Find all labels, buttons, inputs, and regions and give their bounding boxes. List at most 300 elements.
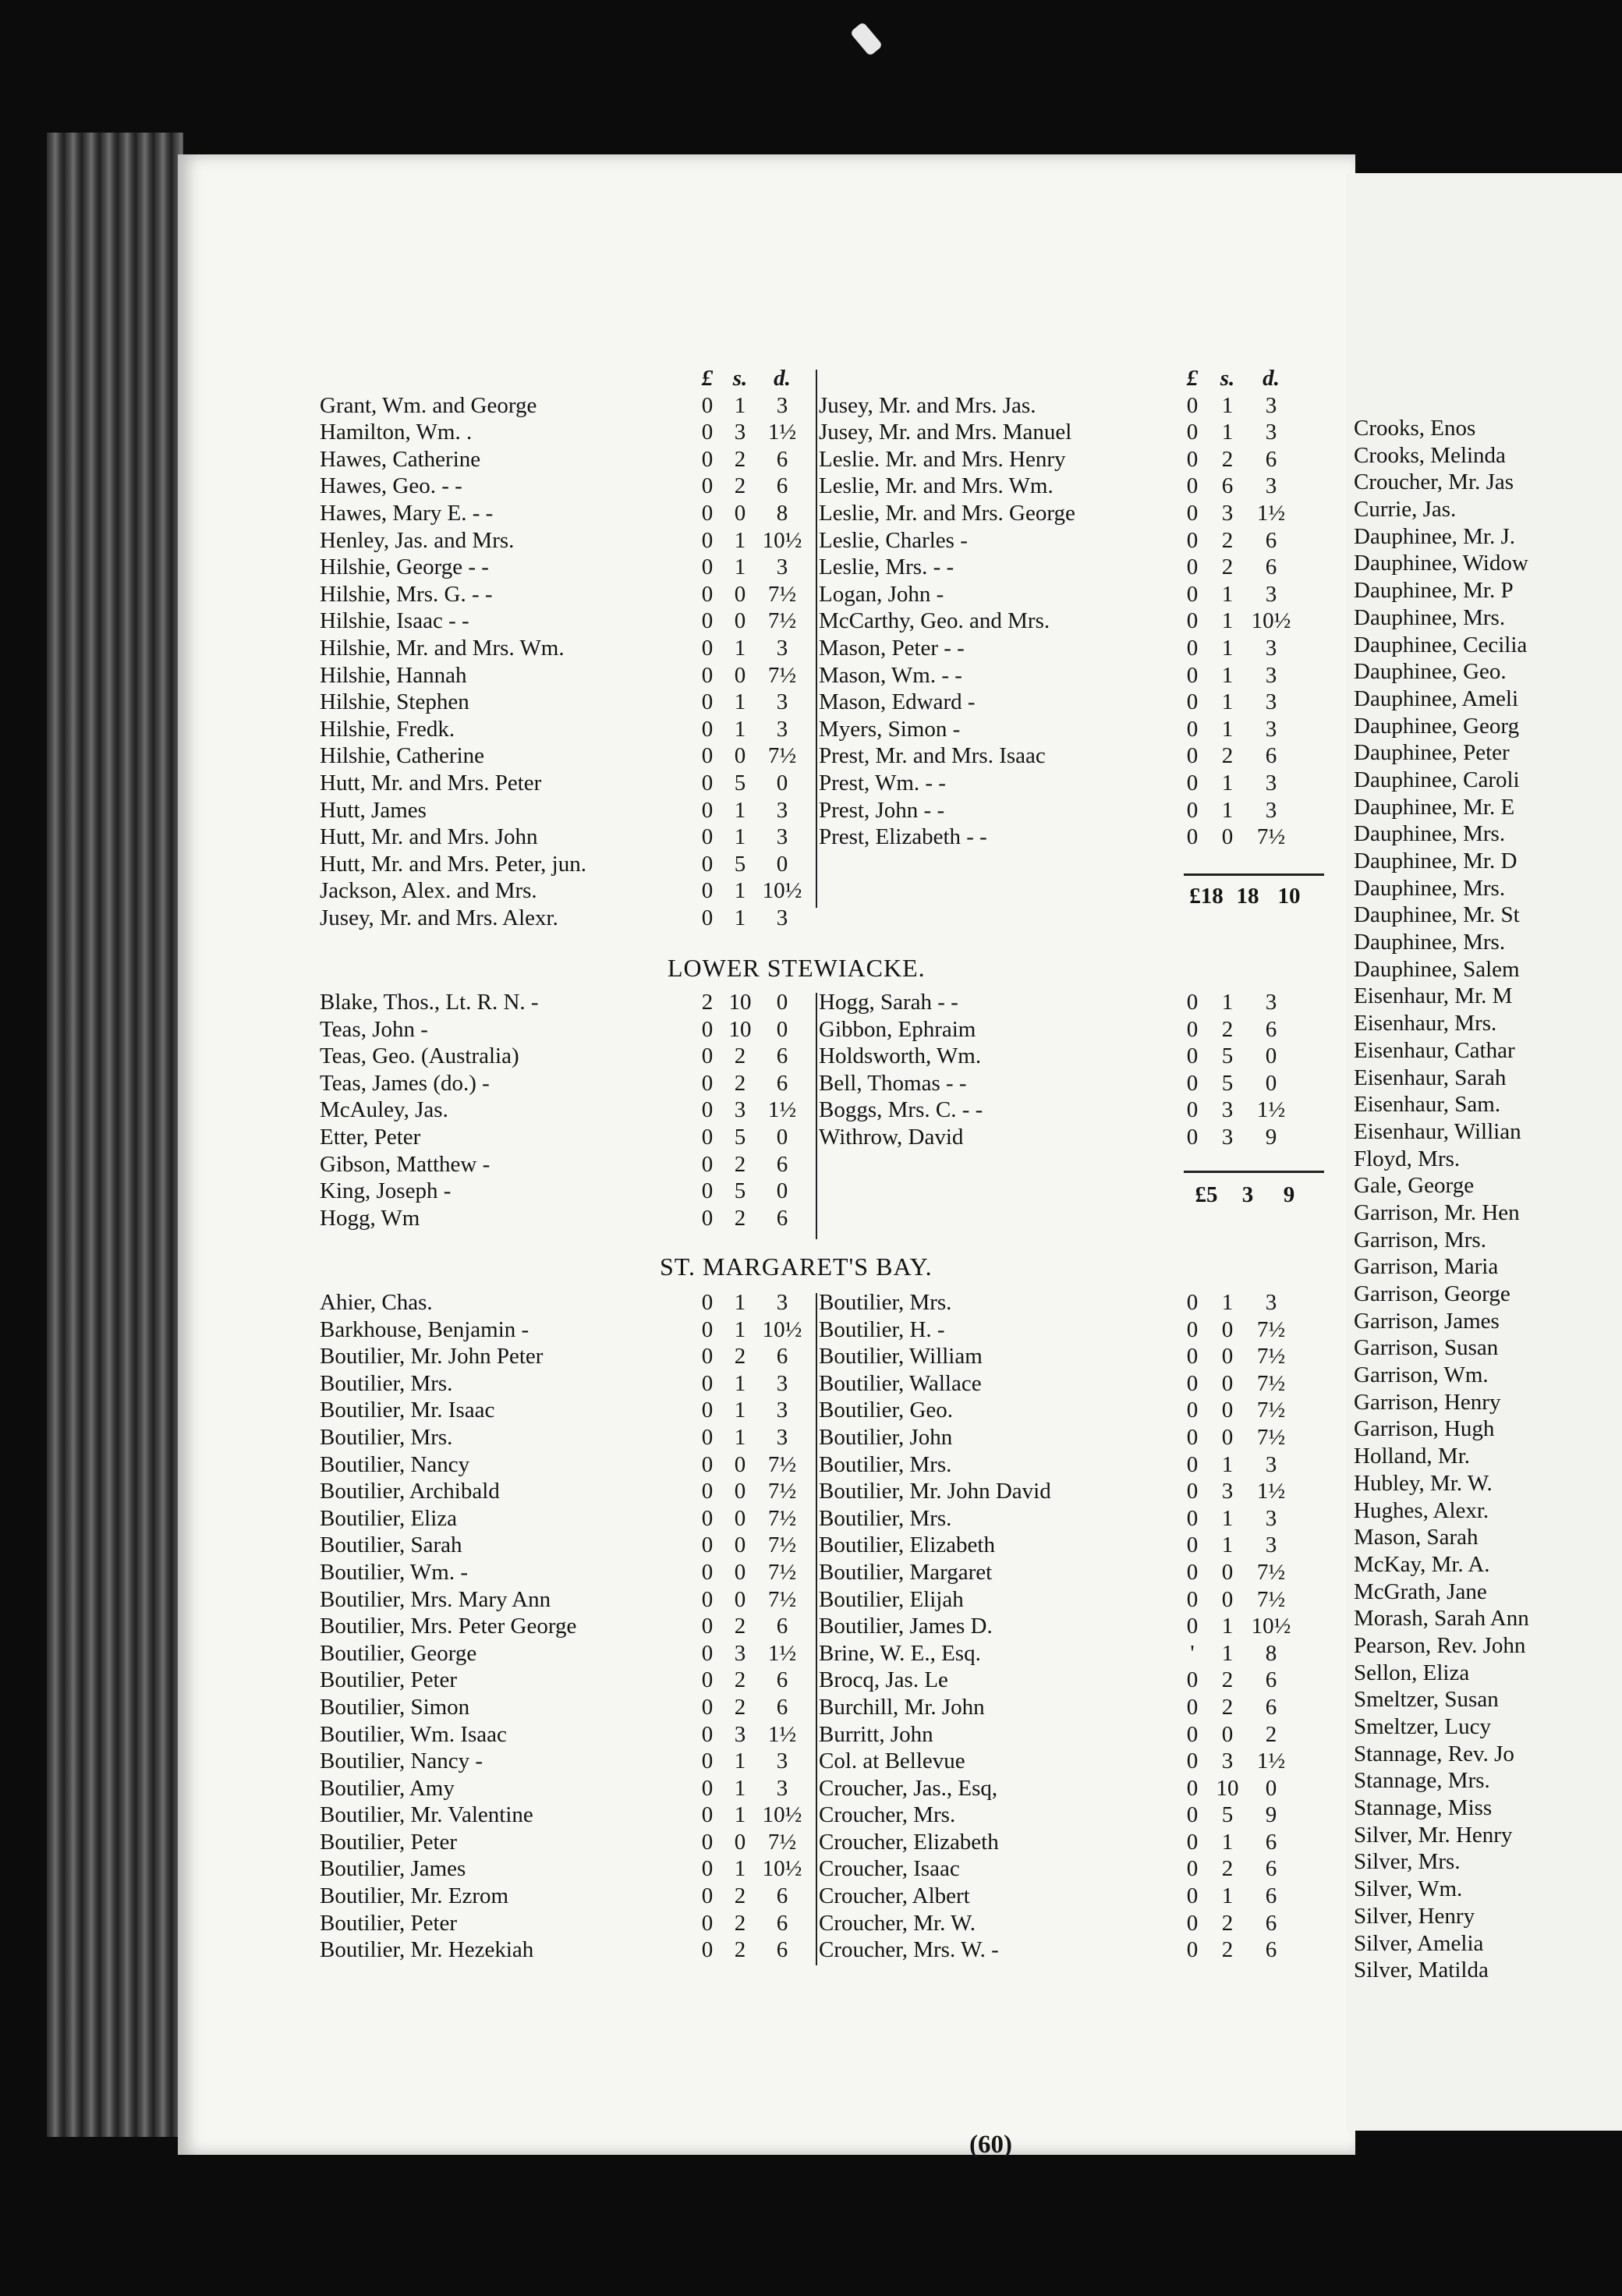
entry-column-right [819, 1289, 1294, 1964]
entry-name: Boutilier, Mr. John Peter [320, 1344, 544, 1369]
header-shillings: s. [732, 366, 748, 391]
entry-pounds: 0 [701, 1910, 714, 1936]
entry-pounds: 0 [701, 1316, 714, 1342]
entry-pence: 6 [776, 1910, 788, 1936]
column-rule [816, 1293, 817, 1965]
entry-pounds: 0 [1186, 1586, 1199, 1612]
entry-name: Teas, James (do.) - [320, 1070, 490, 1096]
entry-name: Boutilier, Margaret [819, 1559, 993, 1585]
adjacent-entry-name: Garrison, George [1354, 1281, 1510, 1306]
entry-pence: 6 [1265, 1667, 1277, 1693]
entry-pence: 3 [776, 635, 788, 661]
entry-shillings: 2 [734, 1344, 746, 1369]
entry-shillings: 3 [734, 1640, 746, 1666]
entry-name: Teas, John - [320, 1016, 428, 1042]
entry-shillings: 0 [734, 581, 746, 607]
entry-name: Boutilier, Elizabeth [819, 1532, 995, 1558]
entry-name: Boutilier, H. - [819, 1316, 945, 1342]
entry-name: Hilshie, Mr. and Mrs. Wm. [320, 635, 565, 661]
entry-pounds: 0 [701, 1178, 714, 1204]
entry-name: Brine, W. E., Esq. [819, 1640, 981, 1666]
entry-name: Burritt, John [819, 1721, 933, 1747]
entry-name: Boutilier, Mrs. [819, 1505, 952, 1531]
entry-name: Hilshie, Stephen [320, 689, 469, 715]
entry-pence: 3 [1265, 1290, 1277, 1315]
entry-name: Gibbon, Ephraim [819, 1016, 976, 1042]
entry-pence: 1½ [767, 420, 797, 445]
entry-pence: 10½ [762, 1856, 802, 1882]
entry-name: Croucher, Mrs. W. - [819, 1937, 999, 1963]
entry-pence: 6 [776, 446, 788, 472]
entry-pence: 6 [776, 1883, 788, 1909]
entry-pounds: 0 [701, 1043, 714, 1069]
entry-shillings: 1 [1221, 608, 1234, 634]
entry-pounds: 0 [701, 851, 714, 877]
entry-pounds: 0 [701, 1505, 714, 1531]
entry-shillings: 1 [734, 716, 746, 742]
entry-column-right [819, 365, 1294, 851]
entry-pence: 9 [1265, 1802, 1277, 1828]
entry-name: Hilshie, Catherine [320, 743, 485, 769]
entry-name: Boutilier, Mrs. [819, 1290, 952, 1315]
entry-pence: 3 [776, 1370, 788, 1396]
entry-pence: 7½ [767, 1479, 797, 1504]
entry-shillings: 1 [1221, 1640, 1234, 1666]
entry-name: Prest, Elizabeth - - [819, 824, 987, 850]
entry-shillings: 0 [1221, 1370, 1234, 1396]
entry-name: Boutilier, Nancy - [320, 1749, 483, 1774]
entry-shillings: 0 [734, 500, 746, 526]
entry-pence: 3 [776, 824, 788, 850]
entry-pence: 7½ [767, 608, 797, 634]
entry-shillings: 5 [734, 851, 746, 877]
entry-name: Col. at Bellevue [819, 1749, 965, 1774]
entry-name: Boutilier, Mr. Ezrom [320, 1883, 509, 1909]
entry-pounds: 0 [1186, 635, 1199, 661]
adjacent-entry-name: Silver, Mr. Henry [1354, 1822, 1513, 1848]
entry-pounds: 0 [1186, 1479, 1199, 1504]
entry-pence: 6 [1265, 743, 1277, 769]
adjacent-entry-name: Dauphinee, Georg [1354, 713, 1520, 739]
entry-name: Bell, Thomas - - [819, 1070, 967, 1096]
adjacent-entry-name: Dauphinee, Mr. P [1354, 578, 1514, 604]
total-pence: 10 [1277, 884, 1301, 909]
entry-pence: 7½ [1256, 1344, 1286, 1369]
adjacent-entry-name: Floyd, Mrs. [1354, 1146, 1461, 1171]
entry-shillings: 3 [1221, 500, 1234, 526]
entry-pence: 6 [776, 473, 788, 499]
adjacent-entry-name: Dauphinee, Mrs. [1354, 604, 1506, 630]
entry-pence: 1½ [1256, 1749, 1286, 1774]
entry-name: Hogg, Wm [320, 1205, 420, 1231]
entry-name: Blake, Thos., Lt. R. N. - [320, 990, 539, 1015]
adjacent-entry-name: Garrison, Susan [1354, 1335, 1499, 1361]
entry-name: Boutilier, Sarah [320, 1532, 462, 1558]
adjacent-entry-name: Garrison, Henry [1354, 1389, 1501, 1415]
entry-pounds: 0 [1186, 446, 1199, 472]
entry-pence: 0 [1265, 1043, 1277, 1069]
total-rule [1184, 1171, 1324, 1173]
adjacent-entry-name: Eisenhaur, Mrs. [1354, 1011, 1497, 1036]
entry-pounds: 0 [1186, 392, 1199, 418]
entry-name: Croucher, Isaac [819, 1856, 960, 1882]
adjacent-entry-name: Dauphinee, Mrs. [1354, 875, 1506, 901]
entry-pence: 0 [1265, 1070, 1277, 1096]
entry-shillings: 2 [1221, 555, 1234, 580]
entry-pence: 1½ [767, 1097, 797, 1123]
entry-pence: 3 [1265, 662, 1277, 688]
entry-pounds: 0 [701, 743, 714, 769]
entry-pounds: 0 [701, 1398, 714, 1423]
entry-pence: 6 [776, 1205, 788, 1231]
entry-pence: 8 [1265, 1640, 1277, 1666]
entry-name: Etter, Peter [320, 1124, 421, 1150]
entry-shillings: 1 [734, 527, 746, 553]
entry-shillings: 1 [1221, 1614, 1234, 1639]
entry-pence: 9 [1265, 1124, 1277, 1150]
entry-pounds: 0 [701, 527, 714, 553]
entry-name: Croucher, Jas., Esq, [819, 1775, 998, 1801]
adjacent-entry-name: Eisenhaur, Sarah [1354, 1065, 1507, 1090]
entry-pounds: 0 [701, 420, 714, 445]
entry-name: Boutilier, John [819, 1424, 953, 1450]
adjacent-entry-name: Dauphinee, Peter [1354, 740, 1510, 766]
entry-pence: 3 [1265, 990, 1277, 1015]
entry-shillings: 2 [734, 1614, 746, 1639]
entry-pence: 0 [776, 990, 788, 1015]
entry-pounds: 0 [701, 1290, 714, 1315]
adjacent-entry-name: Dauphinee, Geo. [1354, 659, 1507, 685]
entry-shillings: 3 [1221, 1097, 1234, 1123]
adjacent-entry-name: Dauphinee, Widow [1354, 551, 1528, 576]
entry-shillings: 1 [734, 878, 746, 904]
entry-pounds: 0 [701, 1640, 714, 1666]
adjacent-entry-name: Sellon, Eliza [1354, 1660, 1470, 1685]
entry-shillings: 0 [734, 1451, 746, 1477]
entry-column-left [320, 989, 805, 1231]
adjacent-entry-name: Croucher, Mr. Jas [1354, 469, 1514, 495]
entry-pence: 7½ [767, 581, 797, 607]
entry-pence: 7½ [1256, 1559, 1286, 1585]
entry-name: Prest, Wm. - - [819, 770, 946, 795]
adjacent-entry-name: Silver, Matilda [1354, 1958, 1489, 1983]
adjacent-entry-name: Pearson, Rev. John [1354, 1632, 1526, 1658]
entry-name: Burchill, Mr. John [819, 1694, 985, 1720]
entry-pounds: 0 [701, 1451, 714, 1477]
entry-pence: 6 [776, 1614, 788, 1639]
adjacent-entry-name: Eisenhaur, Willian [1354, 1118, 1521, 1144]
entry-pence: 3 [1265, 473, 1277, 499]
entry-name: Boutilier, Archibald [320, 1479, 500, 1504]
entry-pounds: 0 [1186, 1694, 1199, 1720]
adjacent-entry-name: Dauphinee, Mrs. [1354, 930, 1506, 955]
entry-pounds: 0 [701, 1344, 714, 1369]
entry-pence: 6 [776, 1667, 788, 1693]
entry-shillings: 1 [1221, 689, 1234, 715]
entry-pence: 6 [776, 1694, 788, 1720]
entry-pounds: 0 [1186, 527, 1199, 553]
section-total [1184, 884, 1312, 909]
entry-pounds: 0 [1186, 1424, 1199, 1450]
entry-name: Boutilier, Mr. John David [819, 1479, 1051, 1504]
entry-pounds: 0 [1186, 1451, 1199, 1477]
adjacent-entry-name: Garrison, Mrs. [1354, 1227, 1486, 1253]
entry-shillings: 1 [1221, 990, 1234, 1015]
entry-pounds: 0 [1186, 608, 1199, 634]
adjacent-entry-name: Dauphinee, Ameli [1354, 686, 1519, 711]
adjacent-entry-name: Crooks, Melinda [1354, 442, 1506, 468]
entry-name: Boutilier, Mrs. Mary Ann [320, 1586, 551, 1612]
adjacent-entry-name: Dauphinee, Mr. J. [1354, 523, 1515, 549]
entry-pounds: 0 [701, 1667, 714, 1693]
entry-pounds: 0 [1186, 1344, 1199, 1369]
entry-name: Jusey, Mr. and Mrs. Manuel [819, 420, 1072, 445]
adjacent-entry-name: Garrison, Wm. [1354, 1362, 1489, 1388]
entry-shillings: 2 [1221, 1937, 1234, 1963]
entry-shillings: 0 [734, 743, 746, 769]
entry-shillings: 0 [1221, 1424, 1234, 1450]
entry-pence: 6 [776, 1344, 788, 1369]
entry-shillings: 2 [1221, 446, 1234, 472]
entry-name: Boutilier, Simon [320, 1694, 470, 1720]
entry-pence: 7½ [767, 1829, 797, 1855]
entry-pence: 3 [1265, 1505, 1277, 1531]
entry-shillings: 2 [734, 1070, 746, 1096]
scan-artifact [850, 22, 884, 57]
entry-pence: 10½ [762, 1802, 802, 1828]
entry-pounds: 0 [1186, 1775, 1199, 1801]
entry-shillings: 3 [1221, 1124, 1234, 1150]
entry-pounds: 0 [701, 878, 714, 904]
entry-pence: 10½ [1251, 608, 1291, 634]
entry-pounds: 0 [701, 1802, 714, 1828]
entry-name: Hilshie, Hannah [320, 662, 467, 688]
entry-pounds: 0 [701, 1829, 714, 1855]
entry-pence: 3 [776, 555, 788, 580]
entry-name: Hilshie, George - - [320, 555, 489, 580]
entry-shillings: 2 [1221, 1694, 1234, 1720]
entry-pounds: 0 [701, 1151, 714, 1177]
entry-pounds: 0 [701, 662, 714, 688]
entry-pence: 10½ [762, 527, 802, 553]
header-shillings: s. [1220, 366, 1235, 391]
entry-pence: 1½ [767, 1640, 797, 1666]
entry-pounds: 0 [701, 1370, 714, 1396]
entry-shillings: 2 [734, 1883, 746, 1909]
adjacent-entry-name: Dauphinee, Mr. E [1354, 794, 1515, 820]
entry-name: Hawes, Mary E. - - [320, 500, 494, 526]
entry-name: Holdsworth, Wm. [819, 1043, 982, 1069]
entry-pounds: 0 [701, 1097, 714, 1123]
entry-pence: 2 [1265, 1721, 1277, 1747]
entry-pounds: 0 [1186, 1070, 1199, 1096]
entry-pence: 1½ [1256, 1479, 1286, 1504]
entry-pence: 3 [776, 797, 788, 823]
entry-pounds: 0 [1186, 743, 1199, 769]
entry-name: Barkhouse, Benjamin - [320, 1316, 529, 1342]
entry-name: Boutilier, George [320, 1640, 477, 1666]
adjacent-entry-name: Eisenhaur, Sam. [1354, 1092, 1501, 1118]
entry-pence: 7½ [767, 743, 797, 769]
entry-pence: 1½ [1256, 1097, 1286, 1123]
adjacent-entry-name: Garrison, Mr. Hen [1354, 1199, 1520, 1225]
entry-pounds: 0 [701, 824, 714, 850]
entry-name: Croucher, Mr. W. [819, 1910, 976, 1936]
adjacent-entry-name: Mason, Sarah [1354, 1525, 1479, 1550]
entry-pence: 10½ [762, 1316, 802, 1342]
entry-name: Leslie, Mr. and Mrs. Wm. [819, 473, 1054, 499]
entry-pounds: 0 [701, 500, 714, 526]
adjacent-entry-name: Silver, Wm. [1354, 1876, 1463, 1902]
entry-pence: 6 [1265, 1694, 1277, 1720]
entry-pounds: 0 [1186, 770, 1199, 795]
entry-shillings: 0 [734, 662, 746, 688]
entry-pounds: 0 [701, 1856, 714, 1882]
total-rule [1184, 873, 1324, 876]
entry-shillings: 0 [734, 1505, 746, 1531]
entry-name: McAuley, Jas. [320, 1097, 448, 1123]
entry-shillings: 1 [734, 1775, 746, 1801]
entry-pounds: 0 [1186, 420, 1199, 445]
entry-pounds: 0 [1186, 1749, 1199, 1774]
total-pounds: £18 [1189, 884, 1224, 909]
entry-shillings: 5 [734, 770, 746, 795]
adjacent-entry-name: Smeltzer, Susan [1354, 1687, 1499, 1713]
entry-pounds: 0 [1186, 1124, 1199, 1150]
entry-name: King, Joseph - [320, 1178, 452, 1204]
entry-pence: 6 [1265, 446, 1277, 472]
entry-shillings: 1 [734, 797, 746, 823]
entry-pounds: 0 [701, 1532, 714, 1558]
entry-pence: 3 [776, 392, 788, 418]
entry-pounds: 0 [1186, 797, 1199, 823]
entry-pounds: 0 [701, 446, 714, 472]
adjacent-entry-name: Crooks, Enos [1354, 416, 1476, 441]
entry-shillings: 1 [1221, 1505, 1234, 1531]
entry-pounds: ' [1190, 1640, 1195, 1666]
entry-shillings: 3 [734, 1721, 746, 1747]
entry-shillings: 1 [734, 905, 746, 930]
entry-shillings: 0 [1221, 1559, 1234, 1585]
entry-shillings: 2 [1221, 1667, 1234, 1693]
entry-pence: 0 [776, 851, 788, 877]
adjacent-entry-name: McGrath, Jane [1354, 1578, 1487, 1604]
entry-pence: 3 [1265, 716, 1277, 742]
entry-pence: 6 [1265, 1883, 1277, 1909]
entry-pence: 6 [776, 1151, 788, 1177]
entry-pounds: 0 [701, 1424, 714, 1450]
entry-pence: 6 [1265, 555, 1277, 580]
entry-shillings: 0 [1221, 1721, 1234, 1747]
entry-pence: 6 [1265, 1937, 1277, 1963]
adjacent-entry-name: Stannage, Mrs. [1354, 1768, 1490, 1794]
entry-pounds: 0 [701, 555, 714, 580]
entry-shillings: 10 [728, 1016, 752, 1042]
entry-name: Mason, Wm. - - [819, 662, 962, 688]
entry-shillings: 2 [734, 1694, 746, 1720]
entry-pence: 3 [776, 716, 788, 742]
entry-shillings: 1 [1221, 1883, 1234, 1909]
entry-pounds: 0 [1186, 1316, 1199, 1342]
entry-pounds: 0 [1186, 662, 1199, 688]
entry-shillings: 0 [734, 1559, 746, 1585]
entry-name: Boutilier, Mr. Hezekiah [320, 1937, 534, 1963]
entry-shillings: 3 [734, 1097, 746, 1123]
entry-shillings: 1 [734, 392, 746, 418]
entry-pounds: 0 [701, 1205, 714, 1231]
entry-pounds: 0 [1186, 1937, 1199, 1963]
entry-name: Boutilier, Wm. Isaac [320, 1721, 507, 1747]
entry-shillings: 2 [734, 1667, 746, 1693]
adjacent-entry-name: Garrison, James [1354, 1308, 1500, 1334]
entry-name: Myers, Simon - [819, 716, 961, 742]
entry-pence: 10½ [762, 878, 802, 904]
entry-shillings: 1 [734, 1424, 746, 1450]
entry-shillings: 0 [734, 1829, 746, 1855]
entry-shillings: 2 [1221, 743, 1234, 769]
entry-name: Prest, Mr. and Mrs. Isaac [819, 743, 1046, 769]
entry-pence: 7½ [1256, 1586, 1286, 1612]
entry-pence: 3 [1265, 797, 1277, 823]
entry-pence: 3 [1265, 1451, 1277, 1477]
entry-pounds: 0 [1186, 1802, 1199, 1828]
header-spacer [320, 365, 694, 392]
entry-pence: 3 [1265, 770, 1277, 795]
entry-pounds: 0 [1186, 1398, 1199, 1423]
entry-name: Boutilier, Mrs. [320, 1424, 453, 1450]
entry-pounds: 2 [701, 990, 714, 1015]
entry-pounds: 0 [701, 716, 714, 742]
entry-name: Henley, Jas. and Mrs. [320, 527, 515, 553]
entry-pounds: 0 [1186, 1370, 1199, 1396]
entry-name: Hutt, Mr. and Mrs. Peter, jun. [320, 851, 586, 877]
entry-name: Boutilier, Eliza [320, 1505, 458, 1531]
entry-shillings: 1 [734, 635, 746, 661]
entry-shillings: 0 [734, 1532, 746, 1558]
entry-pounds: 0 [1186, 1856, 1199, 1882]
entry-name: Jusey, Mr. and Mrs. Alexr. [320, 905, 558, 930]
entry-pence: 3 [1265, 392, 1277, 418]
adjacent-entry-name: Morash, Sarah Ann [1354, 1606, 1529, 1632]
page-number: (60) [969, 2131, 1012, 2159]
adjacent-entry-name: Dauphinee, Mr. St [1354, 902, 1520, 928]
entry-shillings: 2 [734, 446, 746, 472]
entry-name: Hilshie, Isaac - - [320, 608, 469, 634]
entry-shillings: 1 [734, 1802, 746, 1828]
entry-pounds: 0 [701, 797, 714, 823]
entry-name: Boutilier, Geo. [819, 1398, 954, 1423]
entry-pounds: 0 [1186, 990, 1199, 1015]
entry-pence: 6 [776, 1043, 788, 1069]
entry-shillings: 2 [1221, 1016, 1234, 1042]
entry-shillings: 0 [734, 1586, 746, 1612]
entry-shillings: 5 [734, 1124, 746, 1150]
entry-shillings: 1 [734, 1370, 746, 1396]
entry-pence: 1½ [767, 1721, 797, 1747]
entry-name: Hilshie, Fredk. [320, 716, 455, 742]
entry-shillings: 2 [734, 1910, 746, 1936]
entry-name: Boutilier, James [320, 1856, 466, 1882]
section-total [1184, 1182, 1312, 1208]
entry-name: Boutilier, William [819, 1344, 983, 1369]
entry-name: Boutilier, Mr. Valentine [320, 1802, 533, 1828]
entry-pounds: 0 [701, 1694, 714, 1720]
adjacent-page [1346, 173, 1622, 2131]
header-spacer [819, 365, 1178, 392]
entry-pounds: 0 [701, 608, 714, 634]
column-rule [816, 370, 817, 908]
entry-shillings: 1 [1221, 662, 1234, 688]
